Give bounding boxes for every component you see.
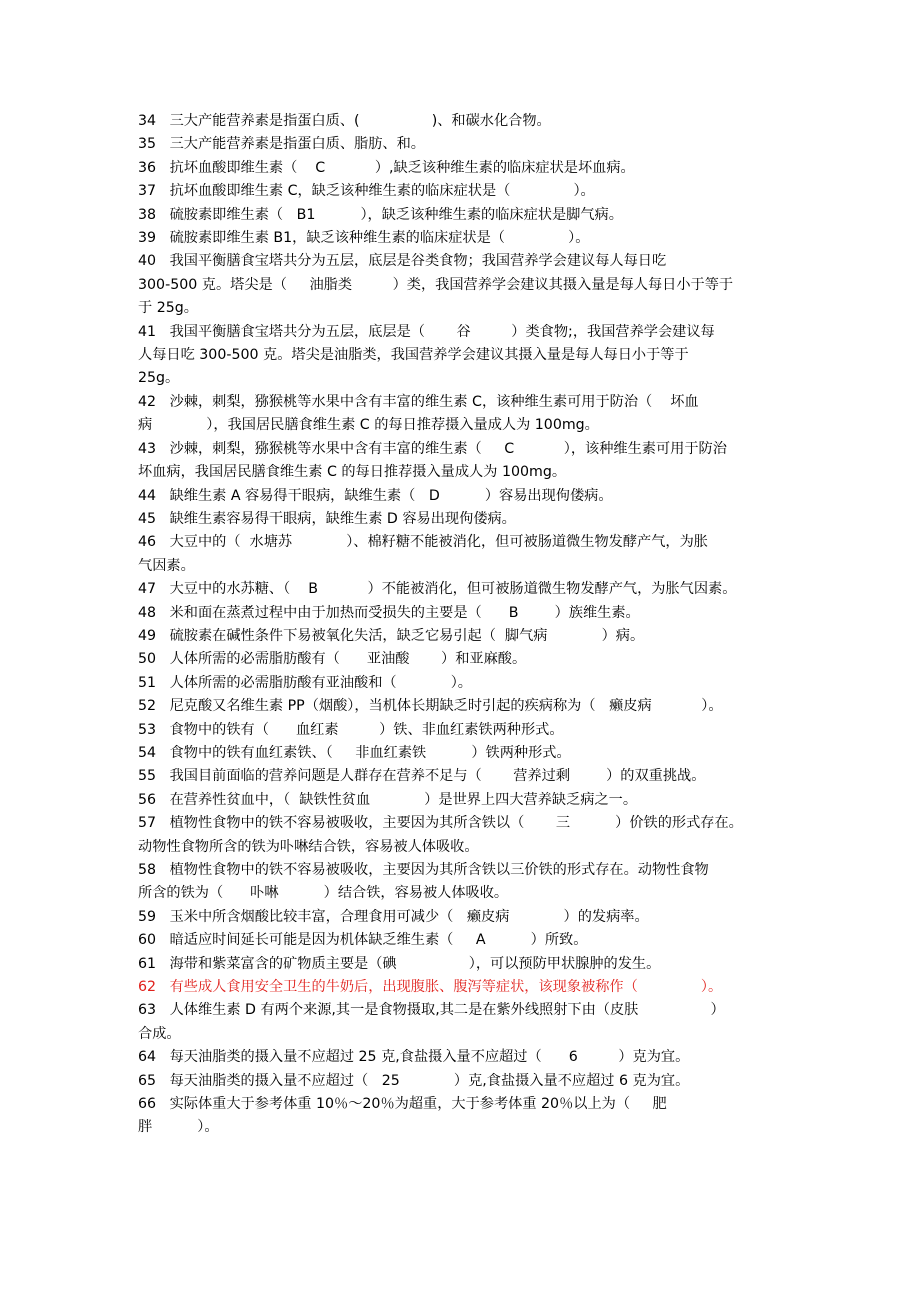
question-line: 56 在营养性贫血中，（ 缺铁性贫血 ）是世界上四大营养缺乏病之一。	[138, 791, 638, 808]
question-line: 49 硫胺素在碱性条件下易被氧化失活，缺乏它易引起（ 脚气病 ）病。	[138, 627, 645, 644]
question-item	[138, 976, 798, 999]
question-line: 65 每天油脂类的摄入量不应超过（ 25 ）克,食盐摄入量不应超过 6 克为宜。	[138, 1072, 690, 1089]
question-line: 62 有些成人食用安全卫生的牛奶后，出现腹胀、腹泻等症状，该现象被称作（ ）。	[138, 979, 723, 996]
question-item	[138, 1070, 798, 1093]
question-line: 所含的铁为（ 卟啉 ）结合铁，容易被人体吸收。	[138, 885, 509, 902]
question-line: 60 暗适应时间延长可能是因为机体缺乏维生素（ A ）所致。	[138, 932, 588, 949]
question-line: 54 食物中的铁有血红素铁、（ 非血红素铁 ）铁两种形式。	[138, 744, 571, 761]
question-line: 34 三大产能营养素是指蛋白质、( )、和碳水化合物。	[138, 113, 551, 129]
question-item	[138, 1046, 798, 1069]
question-line: 44 缺维生素 A 容易得干眼病，缺维生素（ D ）容易出现佝偻病。	[138, 487, 613, 504]
question-line: 66 实际体重大于参考体重 10％～20％为超重，大于参考体重 20％以上为（ 肥	[138, 1096, 667, 1113]
question-line: 37 抗坏血酸即维生素 C，缺乏该种维生素的临床症状是（ ）。	[138, 183, 595, 200]
question-line: 43 沙棘，刺梨，猕猴桃等水果中含有丰富的维生素（ C ），该种维生素可用于防治	[138, 440, 727, 457]
question-item	[138, 625, 798, 648]
question-line: 36 抗坏血酸即维生素（ C ）,缺乏该种维生素的临床症状是坏血病。	[138, 159, 635, 176]
question-item	[138, 227, 798, 250]
question-item	[138, 999, 798, 1046]
question-item	[138, 321, 798, 391]
question-line: 42 沙棘，刺梨，猕猴桃等水果中含有丰富的维生素 C，该种维生素可用于防治（ 坏血	[138, 393, 699, 410]
question-item	[138, 765, 798, 788]
question-line: 47 大豆中的水苏糖、（ B ）不能被消化，但可被肠道微生物发酵产气，为胀气因素。	[138, 581, 737, 598]
question-line: 动物性食物所含的铁为卟啉结合铁，容易被人体吸收。	[138, 838, 479, 855]
question-line: 58 植物性食物中的铁不容易被吸收，主要因为其所含铁以三价铁的形式存在。动物性食物	[138, 862, 709, 878]
question-item	[138, 812, 798, 859]
question-item	[138, 110, 798, 133]
question-line: 35 三大产能营养素是指蛋白质、脂肪、和。	[138, 136, 425, 153]
question-line: 胖 ）。	[138, 1119, 219, 1136]
question-line: 57 植物性食物中的铁不容易被吸收，主要因为其所含铁以（ 三 ）价铁的形式存在。	[138, 815, 743, 832]
question-item	[138, 672, 798, 695]
question-item	[138, 742, 798, 765]
question-item	[138, 859, 798, 906]
question-item	[138, 250, 798, 320]
document-page	[138, 110, 798, 1140]
question-item	[138, 1093, 798, 1140]
question-line: 51 人体所需的必需脂肪酸有亚油酸和（ ）。	[138, 674, 472, 691]
question-line: 25g。	[138, 370, 180, 387]
question-line: 48 米和面在蒸煮过程中由于加热而受损失的主要是（ B ）族维生素。	[138, 604, 640, 621]
question-item	[138, 531, 798, 578]
question-item	[138, 648, 798, 671]
question-item	[138, 180, 798, 203]
question-line: 53 食物中的铁有（ 血红素 ）铁、非血红素铁两种形式。	[138, 721, 564, 738]
question-line: 52 尼克酸又名维生素 PP（烟酸），当机体长期缺乏时引起的疾病称为（ 癞皮病 ）。	[138, 698, 723, 715]
question-line: 38 硫胺素即维生素（ B1 ），缺乏该种维生素的临床症状是脚气病。	[138, 206, 623, 223]
question-item	[138, 719, 798, 742]
question-line: 63 人体维生素 D 有两个来源,其一是食物摄取,其二是在紫外线照射下由（皮肤 ）	[138, 1002, 725, 1019]
question-line: 55 我国目前面临的营养问题是人群存在营养不足与（ 营养过剩 ）的双重挑战。	[138, 768, 706, 785]
question-line: 坏血病，我国居民膳食维生素 C 的每日推荐摄入量成人为 100mg。	[138, 464, 567, 481]
question-line: 41 我国平衡膳食宝塔共分为五层，底层是（ 谷 ）类食物;，我国营养学会建议每	[138, 323, 715, 340]
question-item	[138, 157, 798, 180]
question-item	[138, 789, 798, 812]
question-line: 39 硫胺素即维生素 B1，缺乏该种维生素的临床症状是（ ）。	[138, 230, 590, 247]
question-line: 45 缺维生素容易得干眼病，缺维生素 D 容易出现佝偻病。	[138, 510, 516, 527]
question-line: 合成。	[138, 1025, 181, 1042]
question-item	[138, 391, 798, 438]
question-item	[138, 508, 798, 531]
question-item	[138, 485, 798, 508]
question-line: 59 玉米中所含烟酸比较丰富，合理食用可减少（ 癞皮病 ）的发病率。	[138, 908, 649, 925]
question-line: 于 25g。	[138, 300, 198, 317]
question-line: 46 大豆中的（ 水塘苏 ）、棉籽糖不能被消化，但可被肠道微生物发酵产气，为胀	[138, 534, 708, 551]
question-line: 病 ），我国居民膳食维生素 C 的每日推荐摄入量成人为 100mg。	[138, 417, 599, 434]
question-item	[138, 953, 798, 976]
question-item	[138, 695, 798, 718]
question-line: 300-500 克。塔尖是（ 油脂类 ）类，我国营养学会建议其摄入量是每人每日小于等于	[138, 276, 734, 293]
question-item	[138, 578, 798, 601]
question-line: 人每日吃 300-500 克。塔尖是油脂类，我国营养学会建议其摄入量是每人每日小于等于	[138, 347, 689, 364]
question-item	[138, 929, 798, 952]
question-line: 50 人体所需的必需脂肪酸有（ 亚油酸 ）和亚麻酸。	[138, 651, 527, 668]
question-item	[138, 602, 798, 625]
question-item	[138, 906, 798, 929]
question-item	[138, 438, 798, 485]
question-item	[138, 204, 798, 227]
question-line: 64 每天油脂类的摄入量不应超过 25 克,食盐摄入量不应超过（ 6 ）克为宜。	[138, 1049, 690, 1066]
question-line: 40 我国平衡膳食宝塔共分为五层，底层是谷类食物；我国营养学会建议每人每日吃	[138, 253, 667, 270]
question-line: 61 海带和紫菜富含的矿物质主要是（碘 ），可以预防甲状腺肿的发生。	[138, 955, 661, 972]
question-item	[138, 133, 798, 156]
question-line: 气因素。	[138, 557, 195, 574]
